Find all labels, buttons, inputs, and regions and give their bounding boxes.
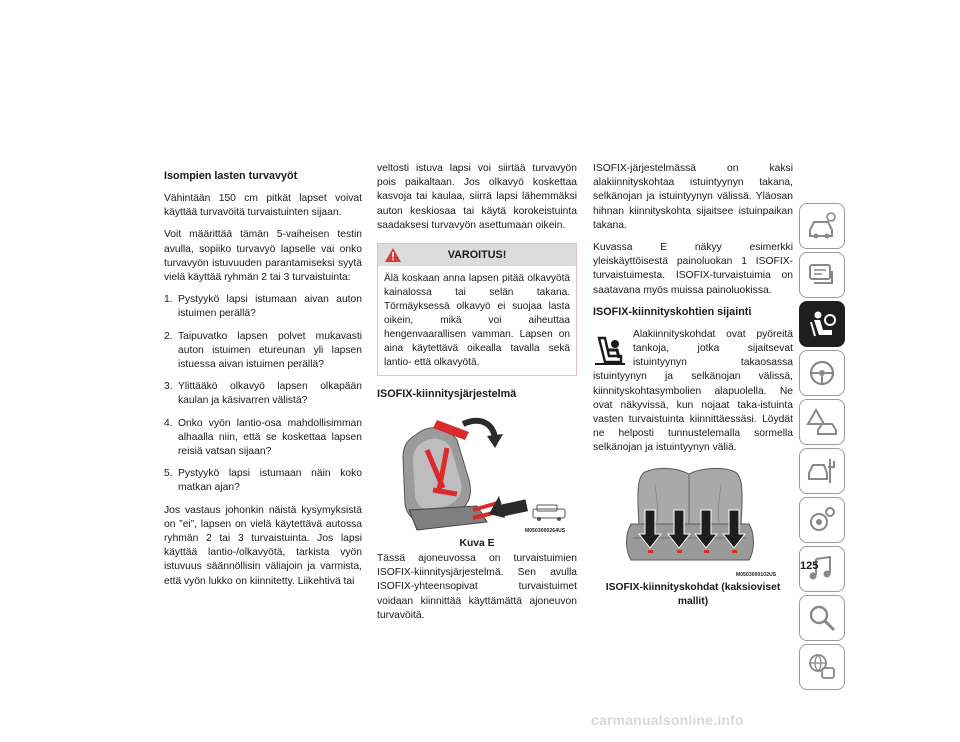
rear-seat-illustration [593, 464, 793, 580]
airbag-seat-icon [806, 308, 838, 340]
section-heading-seatbelts: Isompien lasten turvavyöt [164, 170, 298, 182]
paragraph: veltosti istuva lapsi voi siirtää turvavyön pois paikaltaan. Jos olkavyö koskettaa kasvoja tai kaulaa, siirrä lapsi lähemmäksi auton keskiosaa tai käytä korokeistuinta saadaksesi turvavyön asettumaan oikein. [377, 163, 577, 231]
paragraph: Voit määrittää tämän 5-vaiheisen testin avulla, sopiiko turvavyö lapselle vai onko turvavyön istuvuuden parantamiseksi syytä vielä käyttää ryhmän 2 tai 3 turvaistuinta: [164, 229, 362, 284]
figure-caption: ISOFIX-kiinnityskohdat (kaksioviset mallit) [605, 581, 781, 607]
chapter-tab-bar [799, 203, 847, 693]
dashboard-message-icon [806, 259, 838, 291]
figure-caption: Kuva E [459, 538, 495, 550]
warning-text: Älä koskaan anna lapsen pitää olkavyötä kainalossa tai selän takana. Törmäyksessä olkavyö ei suojaa lasta oikein, mikä voi aiheuttaa hengenvaarallisen vamman. Lapsen on aina käytettävä oikealla tavalla sekä lantio- että olkavyötä. [384, 273, 570, 369]
tab-languages[interactable] [799, 644, 845, 690]
warning-triangle-car-icon [806, 406, 838, 438]
warning-triangle-icon [384, 247, 402, 263]
car-info-icon [806, 210, 838, 242]
list-item: 3. Ylittääkö olkavyö lapsen olkapään kaulan ja käsivarren välistä? [164, 381, 362, 407]
paragraph: Kuvassa E näkyy esimerkki yleiskäyttöisestä painoluokan 1 ISOFIX-turvaistuimesta. ISOFIX-turvaistuimia on saatavana myös muissa painoluokissa. [593, 242, 793, 296]
paragraph: Alakiinnityskohdat ovat pyöreitä tankoja, jotka sijaitsevat istuintyynyn takaosassa istuintyynyn ja selkänojan välissä, kiinnityskohtasymbolien alapuolella. Ne ovat näkyvissä, kun nojaat taka-istuinta vasten turvaistuinta kiinnittäessäsi. Löydät ne helposti tunnustelemalla sormella selkänojan ja istuintyynyn väliä. [593, 328, 793, 454]
figure-code: M0503000102US [736, 571, 777, 578]
technical-specs-icon [806, 504, 838, 536]
paragraph: ISOFIX-järjestelmässä on kaksi alakiinnityskohtaa istuintyynyn takana, selkänojan ja istuintyynyn välissä. Yläosan hihnan kiinnityskohta sijaitsee istuinpaikan takana. [593, 163, 793, 231]
section-heading-isofix: ISOFIX-kiinnitysjärjestelmä [377, 388, 517, 401]
warning-title: VAROITUS! [447, 249, 507, 262]
tab-service[interactable] [799, 448, 845, 494]
test-question-list [164, 293, 362, 495]
column-2 [377, 162, 577, 631]
figure-e [377, 410, 577, 550]
paragraph: Vähintään 150 cm pitkät lapset voivat käyttää turvavöitä turvaistuinten sijaan. [164, 193, 362, 219]
paragraph: Jos vastaus johonkin näistä kysymyksistä on ”ei”, lapsen on vielä käytettävä autossa ryhmän 2 tai 3 turvaistuinta. Jos lapsi käyttää lantio-/olkavyötä, tarkista vyön istuvuus säännöllisin väliajoin ja varmista, että vyön lukko on kiinnitetty. Liikehtivä tai [164, 504, 362, 587]
child-seat-isofix-illustration [377, 410, 577, 536]
list-item: 4. Onko vyön lantio-osa mahdollisimman alhaalla niin, että se koskettaa lapsen reisiä vatsan sijaan? [164, 417, 362, 458]
figure-code: M0503000264US [525, 528, 566, 535]
list-item: 1. Pystyykö lapsi istumaan aivan auton istuimen perällä? [164, 294, 362, 320]
search-index-icon [806, 602, 838, 634]
column-3 [593, 162, 793, 607]
tab-driving[interactable] [799, 350, 845, 396]
anchor-description [593, 328, 793, 456]
figure-isofix-anchors [593, 464, 793, 607]
car-service-tools-icon [806, 455, 838, 487]
footer-watermark: carmanualsonline.info [591, 712, 744, 728]
steering-wheel-icon [806, 357, 838, 389]
tab-dashboard[interactable] [799, 252, 845, 298]
tab-index[interactable] [799, 595, 845, 641]
tab-car-info[interactable] [799, 203, 845, 249]
isofix-symbol-icon [593, 332, 627, 368]
warning-box [377, 243, 577, 376]
languages-icon [806, 651, 838, 683]
column-1 [164, 170, 362, 597]
tab-safety[interactable] [799, 301, 845, 347]
section-heading-anchorage-location: ISOFIX-kiinnityskohtien sijainti [593, 305, 752, 318]
page-number: 125 [800, 560, 819, 572]
tab-specs[interactable] [799, 497, 845, 543]
list-item: 5. Pystyykö lapsi istumaan näin koko matkan ajan? [164, 468, 362, 494]
paragraph: Tässä ajoneuvossa on turvaistuimien ISOFIX-kiinnitysjärjestelmä. Sen avulla ISOFIX-yhteensopivat turvaistuimet voidaan kiinnittää käyttämättä ajoneuvon turvavöitä. [377, 553, 577, 621]
warning-header [378, 244, 576, 266]
list-item: 2. Taipuvatko lapsen polvet mukavasti auton istuimen etureunan yli lapsen istuessa aivan istuimen perällä? [164, 330, 362, 371]
tab-emergency[interactable] [799, 399, 845, 445]
